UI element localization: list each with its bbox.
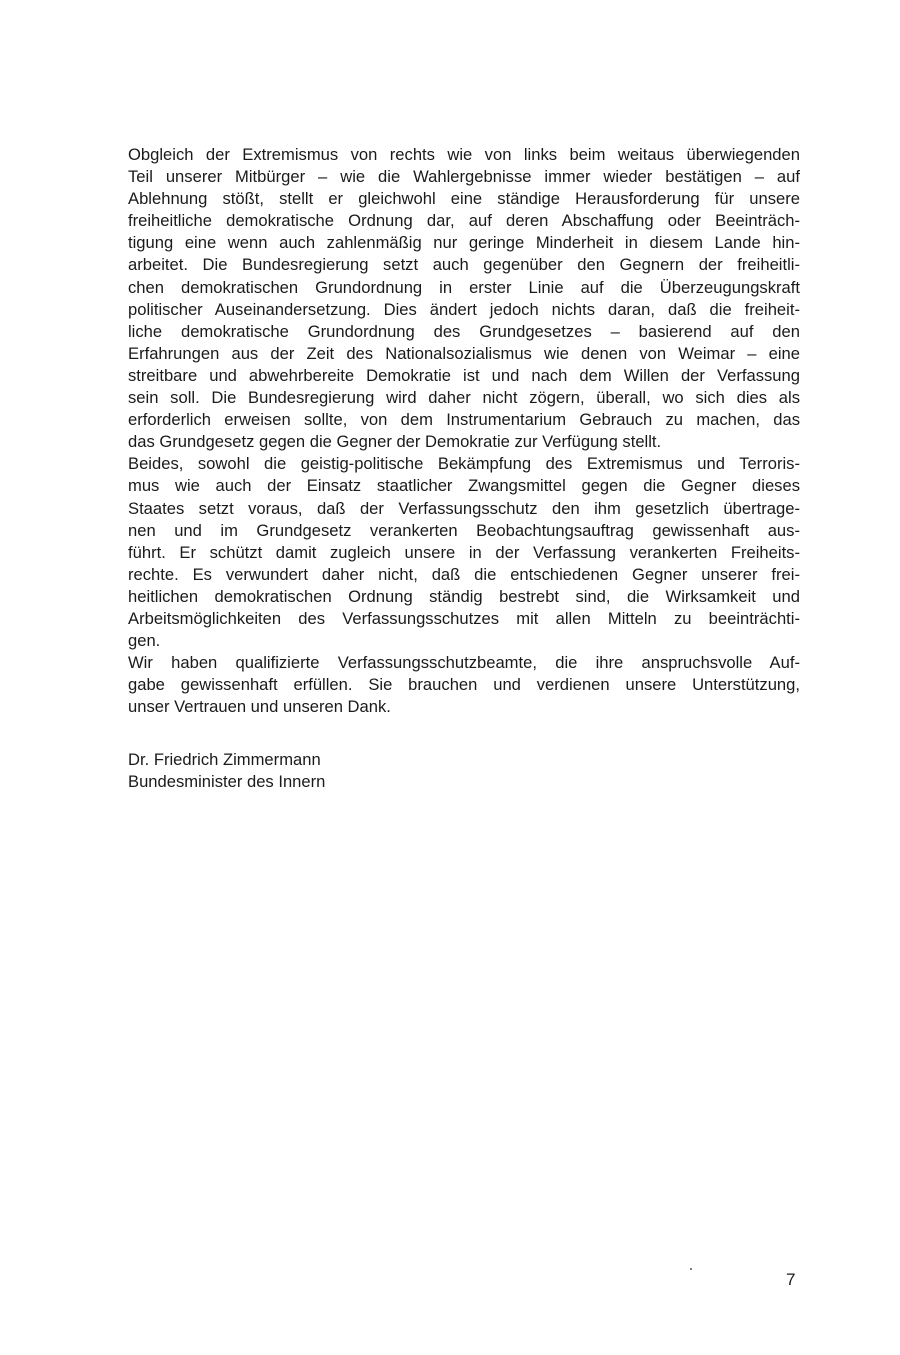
text-line: freiheitliche demokratische Ordnung dar, auf deren Abschaffung oder Beeinträch-	[128, 211, 800, 231]
text-line: erforderlich erweisen sollte, von dem Instrumentarium Gebrauch zu machen, das	[128, 410, 800, 430]
text-line: Teil unserer Mitbürger – wie die Wahlergebnisse immer wieder bestätigen – auf	[128, 167, 800, 187]
text-line: Erfahrungen aus der Zeit des Nationalsozialismus wie denen von Weimar – eine	[128, 343, 800, 363]
text-line: arbeitet. Die Bundesregierung setzt auch gegenüber den Gegnern der freiheitli-	[128, 255, 800, 275]
text-line: mus wie auch der Einsatz staatlicher Zwangsmittel gegen die Gegner dieses	[128, 476, 800, 496]
scan-speck	[690, 1268, 692, 1270]
text-line: Obgleich der Extremismus von rechts wie von links beim weitaus überwiegenden	[128, 145, 800, 164]
text-line: Wir haben qualifizierte Verfassungsschutzbeamte, die ihre anspruchsvolle Auf-	[128, 653, 800, 673]
text-line: liche demokratische Grundordnung des Grundgesetzes – basierend auf den	[128, 321, 800, 341]
text-line: Ablehnung stößt, stellt er gleichwohl eine ständige Herausforderung für unsere	[128, 189, 800, 209]
text-line: unser Vertrauen und unseren Dank.	[128, 697, 391, 717]
text-line: gen.	[128, 631, 161, 651]
signatory-name: Dr. Friedrich Zimmermann	[128, 750, 321, 769]
text-line: tigung eine wenn auch zahlenmäßig nur geringe Minderheit in diesem Lande hin-	[128, 233, 800, 253]
text-line: führt. Er schützt damit zugleich unsere in der Verfassung verankerten Freiheits-	[128, 542, 800, 562]
text-line: Beides, sowohl die geistig-politische Bekämpfung des Extremismus und Terroris-	[128, 454, 800, 474]
text-line: das Grundgesetz gegen die Gegner der Demokratie zur Verfügung stellt.	[128, 432, 662, 452]
body-text	[128, 144, 800, 718]
text-line: rechte. Es verwundert daher nicht, daß die entschiedenen Gegner unserer frei-	[128, 564, 800, 584]
text-line: chen demokratischen Grundordnung in erster Linie auf die Überzeugungskraft	[128, 277, 800, 297]
text-line: heitlichen demokratischen Ordnung ständig bestrebt sind, die Wirksamkeit und	[128, 586, 800, 606]
text-line: gabe gewissenhaft erfüllen. Sie brauchen und verdienen unsere Unterstützung,	[128, 675, 800, 695]
text-line: streitbare und abwehrbereite Demokratie ist und nach dem Willen der Verfassung	[128, 365, 800, 385]
text-line: sein soll. Die Bundesregierung wird daher nicht zögern, überall, wo sich dies als	[128, 388, 800, 408]
text-line: nen und im Grundgesetz verankerten Beobachtungsauftrag gewissenhaft aus-	[128, 520, 800, 540]
page-number: 7	[786, 1270, 796, 1289]
signature-block	[128, 749, 528, 794]
text-line: Arbeitsmöglichkeiten des Verfassungsschutzes mit allen Mitteln zu beeinträchti-	[128, 608, 800, 628]
text-line: Staates setzt voraus, daß der Verfassungsschutz den ihm gesetzlich übertrage-	[128, 498, 800, 518]
text-line: politischer Auseinandersetzung. Dies ändert jedoch nichts daran, daß die freiheit-	[128, 299, 800, 319]
signatory-title: Bundesminister des Innern	[128, 772, 326, 792]
